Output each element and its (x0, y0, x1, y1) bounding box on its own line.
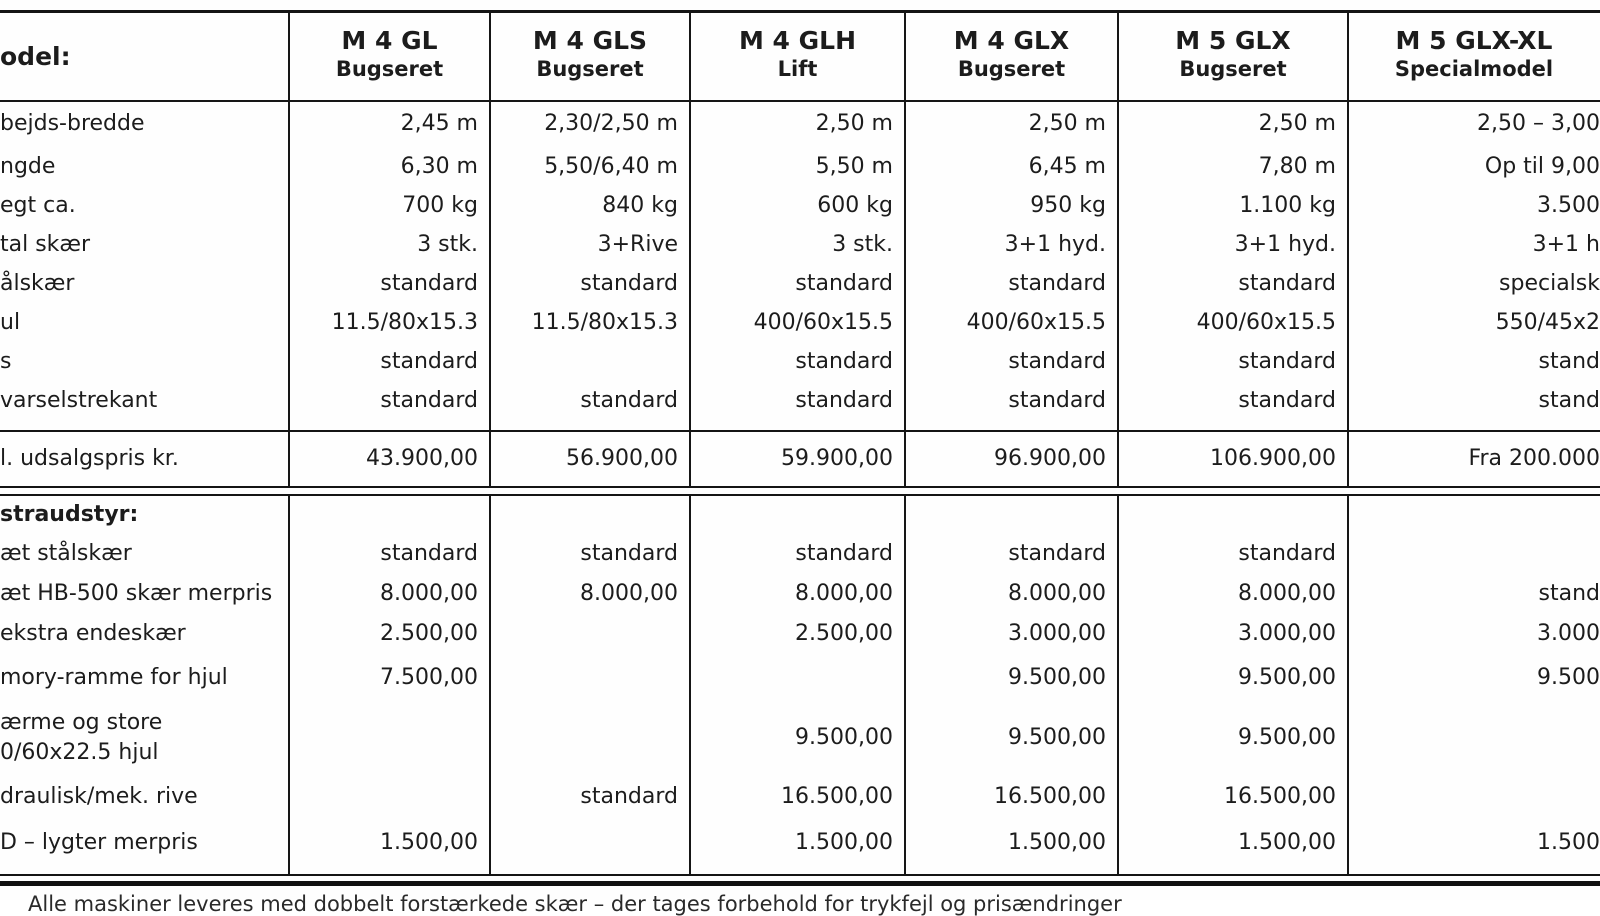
extras-cell: 1.500,00 (380, 829, 478, 855)
spec-row-label: ngde (0, 154, 56, 180)
extras-cell (289, 702, 490, 774)
extras-cell: standard (1008, 540, 1106, 566)
spec-cell: 400/60x15.5 (966, 310, 1106, 336)
model-type: Lift (777, 57, 818, 81)
spec-cell: 7,80 m (1258, 154, 1336, 180)
spec-cell: specialsk (1499, 271, 1600, 297)
spec-cell: standard (795, 349, 893, 375)
extras-cell (1348, 774, 1600, 820)
spec-cell (490, 343, 690, 382)
extras-row-label: æt stålskær (0, 540, 132, 566)
extras-cell: 9.500,00 (1238, 724, 1336, 750)
price-cell: 56.900,00 (566, 445, 678, 471)
spec-cell: 700 kg (402, 193, 478, 219)
spec-cell: 2,50 m (1028, 110, 1106, 136)
model-name: M 5 GLX-XL (1395, 25, 1553, 55)
model-type: Bugseret (957, 57, 1066, 81)
extras-cell: 1.500,00 (1008, 829, 1106, 855)
spec-cell: standard (1238, 388, 1336, 414)
extras-cell: 9.500,00 (1008, 664, 1106, 690)
column-border-line (288, 496, 290, 874)
extras-cell: 3.000 (1537, 620, 1600, 646)
spec-cell: 2,50 m (1258, 110, 1336, 136)
price-cell: 106.900,00 (1210, 445, 1336, 471)
extras-cell: standard (1238, 540, 1336, 566)
extras-cell: 16.500,00 (781, 783, 893, 809)
spec-row-label: bejds-bredde (0, 110, 145, 136)
spec-cell: stand (1538, 388, 1600, 414)
spec-cell: 550/45x2 (1495, 310, 1600, 336)
price-section (0, 430, 1600, 488)
extras-title-spacer (1118, 496, 1348, 534)
column-header-m-4-glh (690, 13, 905, 100)
extras-cell: 1.500,00 (1238, 829, 1336, 855)
spec-cell: standard (1008, 349, 1106, 375)
footnote-cut-off-text: Alle maskiner leveres med dobbelt forstærkede skær – der tages forbehold for trykfejl og prisændringer (28, 892, 1122, 916)
model-name: M 4 GLS (532, 25, 648, 55)
spec-cell: 2,45 m (400, 110, 478, 136)
spec-cell: standard (1238, 271, 1336, 297)
spec-cell: 2,50 m (815, 110, 893, 136)
spec-cell: standard (580, 271, 678, 297)
extras-row-label: mory-ramme for hjul (0, 664, 228, 690)
extras-title-spacer (690, 496, 905, 534)
spec-cell: 3+1 h (1532, 232, 1600, 258)
column-border-line (1347, 13, 1349, 430)
price-cell: Fra 200.000 (1468, 445, 1600, 471)
column-header-m-4-gls (490, 13, 690, 100)
spec-cell: 400/60x15.5 (1196, 310, 1336, 336)
spec-row-label: tal skær (0, 232, 91, 258)
spec-cell: 6,45 m (1028, 154, 1106, 180)
column-border-line (1117, 13, 1119, 430)
extras-cell: standard (380, 540, 478, 566)
extras-row-label: D – lygter merpris (0, 829, 198, 855)
column-border-line (689, 496, 691, 874)
spec-row-label: ul (0, 310, 21, 336)
spec-cell: standard (580, 388, 678, 414)
column-border-line (1347, 496, 1349, 874)
spec-cell: 11.5/80x15.3 (331, 310, 478, 336)
column-border-line (689, 432, 691, 486)
spec-row-label: s (0, 349, 12, 375)
column-border-line (489, 496, 491, 874)
extras-row-label: ekstra endeskær (0, 620, 186, 646)
extras-cell (490, 820, 690, 866)
extras-cell (490, 614, 690, 654)
corner-label: odel: (0, 41, 71, 71)
column-border-line (288, 432, 290, 486)
column-border-line (288, 13, 290, 430)
price-cell: 96.900,00 (994, 445, 1106, 471)
spec-cell: 400/60x15.5 (753, 310, 893, 336)
spec-cell: standard (1008, 271, 1106, 297)
column-border-line (904, 496, 906, 874)
extras-cell: 3.000,00 (1008, 620, 1106, 646)
extras-cell: 8.000,00 (1238, 580, 1336, 606)
spec-cell: 3+1 hyd. (1004, 232, 1106, 258)
extras-cell (1348, 702, 1600, 774)
model-name: M 4 GLH (738, 25, 857, 55)
extras-cell (490, 702, 690, 774)
extras-cell: 9.500,00 (795, 724, 893, 750)
spec-cell: 2,30/2,50 m (544, 110, 678, 136)
bottom-heavy-rule (0, 881, 1600, 886)
extras-row-label: ærme og store 0/60x22.5 hjul (0, 710, 163, 765)
spec-cell: standard (380, 349, 478, 375)
extras-cell: standard (795, 540, 893, 566)
extras-cell: 1.500,00 (795, 829, 893, 855)
extras-cell: 1.500 (1537, 829, 1600, 855)
extras-cell (1348, 534, 1600, 574)
spec-row-label: varselstrekant (0, 388, 158, 414)
spec-cell: 6,30 m (400, 154, 478, 180)
spec-section (0, 10, 1600, 430)
spec-cell: standard (795, 271, 893, 297)
spec-cell: 600 kg (817, 193, 893, 219)
extras-cell: 2.500,00 (795, 620, 893, 646)
column-border-line (1117, 432, 1119, 486)
model-name: M 5 GLX (1175, 25, 1291, 55)
extras-cell: 16.500,00 (1224, 783, 1336, 809)
spec-cell: 3 stk. (417, 232, 478, 258)
column-header-m-4-gl (289, 13, 490, 100)
extras-cell (490, 654, 690, 702)
model-name: M 4 GLX (953, 25, 1070, 55)
extras-cell: 8.000,00 (1008, 580, 1106, 606)
extras-cell: 16.500,00 (994, 783, 1106, 809)
column-border-line (904, 432, 906, 486)
extras-cell: 7.500,00 (380, 664, 478, 690)
spec-cell: standard (795, 388, 893, 414)
extras-cell: 9.500,00 (1008, 724, 1106, 750)
spec-cell: 840 kg (602, 193, 678, 219)
price-cell: 43.900,00 (366, 445, 478, 471)
spec-grid (0, 13, 1600, 421)
spec-cell: stand (1538, 349, 1600, 375)
column-border-line (1347, 432, 1349, 486)
column-border-line (689, 13, 691, 430)
extras-title: straudstyr: (0, 501, 139, 527)
spec-cell: 5,50 m (815, 154, 893, 180)
extras-cell (289, 774, 490, 820)
extras-cell: 8.000,00 (580, 580, 678, 606)
extras-cell: 3.000,00 (1238, 620, 1336, 646)
spec-cell: standard (1238, 349, 1336, 375)
column-border-line (1117, 496, 1119, 874)
extras-cell: 8.000,00 (380, 580, 478, 606)
spec-cell: 5,50/6,40 m (544, 154, 678, 180)
spec-cell: 3+1 hyd. (1234, 232, 1336, 258)
column-border-line (489, 13, 491, 430)
extras-cell: 8.000,00 (795, 580, 893, 606)
extras-grid (0, 496, 1600, 866)
extras-cell: stand (1538, 580, 1600, 606)
column-header-m-4-glx (905, 13, 1118, 100)
spec-cell: Op til 9,00 (1484, 154, 1600, 180)
spec-cell: 3.500 (1537, 193, 1600, 219)
spec-cell: standard (380, 271, 478, 297)
spec-cell: 950 kg (1030, 193, 1106, 219)
model-type: Bugseret (536, 57, 644, 81)
extras-section (0, 494, 1600, 876)
column-border-line (489, 432, 491, 486)
model-type: Bugseret (1179, 57, 1287, 81)
spec-cell: 3+Rive (597, 232, 678, 258)
extras-cell: 9.500,00 (1238, 664, 1336, 690)
extras-cell (690, 654, 905, 702)
extras-row-label: draulisk/mek. rive (0, 783, 198, 809)
extras-title-spacer (1348, 496, 1600, 534)
column-header-m-5-glx-xl (1348, 13, 1600, 100)
price-row-label: l. udsalgspris kr. (0, 445, 179, 471)
model-name: M 4 GL (341, 25, 438, 55)
extras-title-spacer (905, 496, 1118, 534)
price-cell: 59.900,00 (781, 445, 893, 471)
price-grid (0, 432, 1600, 486)
column-border-line (904, 13, 906, 430)
spec-cell: 11.5/80x15.3 (531, 310, 678, 336)
model-type: Bugseret (335, 57, 444, 81)
extras-cell: 9.500 (1537, 664, 1600, 690)
extras-cell: standard (580, 783, 678, 809)
spec-cell: standard (380, 388, 478, 414)
spec-row-label: egt ca. (0, 193, 76, 219)
spec-cell: 3 stk. (832, 232, 893, 258)
spec-row-label: ålskær (0, 271, 75, 297)
extras-row-label: æt HB-500 skær merpris (0, 580, 273, 606)
column-header-m-5-glx (1118, 13, 1348, 100)
spec-cell: 1.100 kg (1239, 193, 1336, 219)
spec-cell: standard (1008, 388, 1106, 414)
extras-title-spacer (289, 496, 490, 534)
extras-cell: standard (580, 540, 678, 566)
spec-cell: 2,50 – 3,00 (1477, 110, 1600, 136)
model-type: Specialmodel (1394, 57, 1554, 81)
extras-title-spacer (490, 496, 690, 534)
extras-cell: 2.500,00 (380, 620, 478, 646)
